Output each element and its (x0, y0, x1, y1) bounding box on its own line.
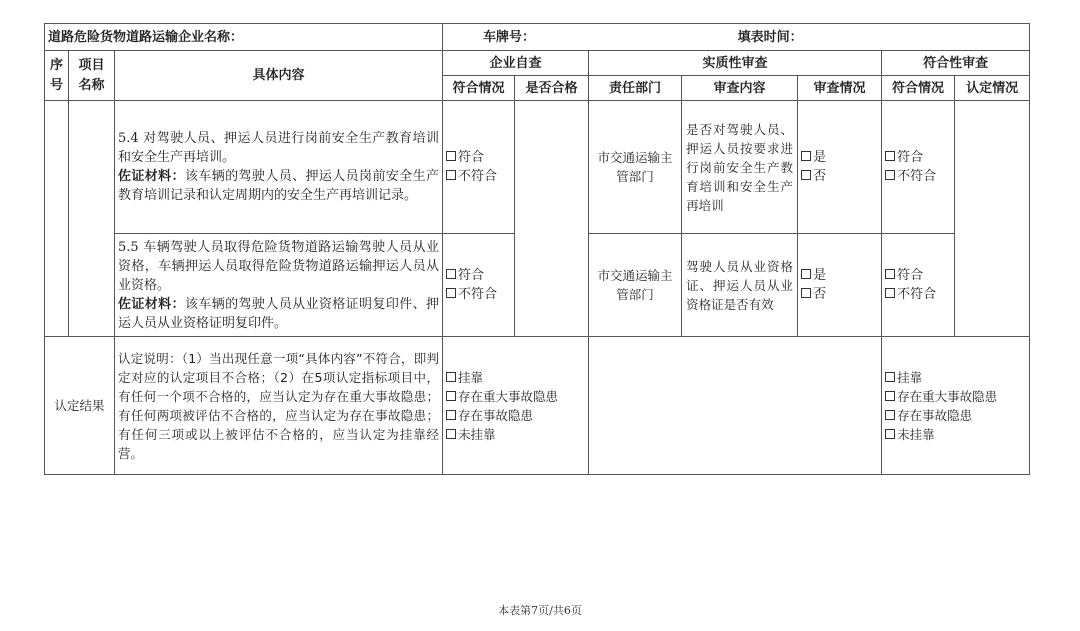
result-description: 认定说明：（1）当出现任意一项“具体内容”不符合，即判定对应的认定项目不合格；（2）在5项认定指标项目中，有任何一个项不合格的，应当认定为存在重大事故隐患；有任何两项被评估不合格的，应当认定为存在事故隐患；有任何三项或以上被评估不合格的，应当认定为挂靠经营。 (115, 337, 443, 475)
checkbox-option[interactable] (885, 285, 951, 304)
option-label: 挂靠 (458, 369, 484, 385)
checkbox-icon[interactable] (885, 170, 895, 180)
item-name-cell (69, 101, 115, 337)
option-label: 是 (813, 268, 827, 283)
fill-date-cell[interactable] (682, 24, 1030, 51)
option-label: 符合 (458, 150, 485, 165)
col-substantive-header: 实质性审查 (589, 51, 882, 76)
dept-cell: 市交通运输主管部门 (589, 101, 682, 234)
conf-comply-options (882, 234, 955, 337)
checkbox-icon[interactable] (446, 151, 456, 161)
plate-number-cell[interactable] (443, 24, 682, 51)
option-label: 不符合 (458, 287, 498, 302)
col-review-status-header: 审查情况 (798, 76, 882, 101)
checkbox-icon[interactable] (446, 288, 456, 298)
checkbox-option[interactable] (885, 368, 1026, 387)
row-content-main: 5.4 对驾驶人员、押运人员进行岗前安全生产教育培训和安全生产再培训。 (118, 131, 440, 165)
checkbox-option[interactable] (801, 266, 878, 285)
option-label: 未挂靠 (458, 426, 496, 442)
option-label: 不符合 (897, 287, 937, 302)
option-label: 否 (813, 169, 827, 184)
header-row-1 (45, 51, 1030, 76)
row-content-main: 5.5 车辆驾驶人员取得危险货物道路运输驾驶人员从业资格，车辆押运人员取得危险货物道路运输押运人员从业资格。 (118, 239, 440, 293)
checkbox-icon[interactable] (446, 391, 456, 401)
review-content-cell: 驾驶人员从业资格证、押运人员从业资格证是否有效 (682, 234, 798, 337)
checkbox-option[interactable] (801, 285, 878, 304)
option-label: 符合 (897, 268, 924, 283)
evidence-text: 该车辆的驾驶人员、押运人员岗前安全生产教育培训记录和认定周期内的安全生产再培训记录。 (118, 169, 440, 203)
checkbox-option[interactable] (885, 167, 951, 186)
checkbox-option[interactable] (446, 368, 585, 387)
seq-cell (45, 101, 69, 337)
option-label: 不符合 (897, 169, 937, 184)
col-self-pass-header: 是否合格 (515, 76, 589, 101)
option-label: 是 (813, 150, 827, 165)
result-label: 认定结果 (45, 337, 115, 475)
result-row (45, 337, 1030, 475)
checkbox-option[interactable] (446, 148, 511, 167)
checkbox-icon[interactable] (801, 151, 811, 161)
col-content-header: 具体内容 (115, 51, 443, 101)
col-conformity-header: 符合性审查 (882, 51, 1030, 76)
self-comply-options (443, 234, 515, 337)
checkbox-icon[interactable] (446, 170, 456, 180)
option-label: 未挂靠 (897, 426, 935, 442)
evidence-text: 该车辆的驾驶人员从业资格证明复印件、押运人员从业资格证明复印件。 (118, 296, 440, 331)
checkbox-icon[interactable] (801, 288, 811, 298)
result-self-options (443, 337, 589, 475)
option-label: 存在事故隐患 (458, 407, 534, 423)
checkbox-icon[interactable] (446, 410, 456, 420)
checkbox-icon[interactable] (885, 391, 895, 401)
checkbox-option[interactable] (801, 148, 878, 167)
col-conf-comply-header: 符合情况 (882, 76, 955, 101)
company-name-cell[interactable] (45, 24, 443, 51)
table-row (45, 101, 1030, 234)
checkbox-icon[interactable] (885, 269, 895, 279)
col-review-content-header: 审查内容 (682, 76, 798, 101)
checkbox-option[interactable] (446, 167, 511, 186)
checkbox-icon[interactable] (801, 269, 811, 279)
checkbox-option[interactable] (885, 425, 1026, 444)
checkbox-icon[interactable] (885, 151, 895, 161)
checkbox-icon[interactable] (801, 170, 811, 180)
checkbox-option[interactable] (885, 406, 1026, 425)
checkbox-icon[interactable] (885, 429, 895, 439)
checkbox-option[interactable] (885, 387, 1026, 406)
checkbox-icon[interactable] (446, 429, 456, 439)
result-conf-options (882, 337, 1030, 475)
fill-date-label: 填表时间： (737, 29, 803, 45)
option-label: 挂靠 (897, 369, 923, 385)
company-name-label: 道路危险货物道路运输企业名称： (48, 29, 244, 45)
self-comply-options (443, 101, 515, 234)
col-conf-determine-header: 认定情况 (955, 76, 1030, 101)
self-pass-cell[interactable] (515, 101, 589, 337)
plate-number-label: 车牌号： (483, 29, 536, 45)
checkbox-option[interactable] (446, 387, 585, 406)
col-item-header: 项目名称 (69, 51, 115, 101)
form-title-row (45, 24, 1030, 51)
col-self-check-header: 企业自查 (443, 51, 589, 76)
checkbox-icon[interactable] (446, 269, 456, 279)
checkbox-icon[interactable] (446, 372, 456, 382)
option-label: 否 (813, 287, 827, 302)
page-footer: 本表第7页/共6页 (498, 604, 582, 617)
checkbox-option[interactable] (801, 167, 878, 186)
dept-cell: 市交通运输主管部门 (589, 234, 682, 337)
review-status-options (798, 234, 882, 337)
result-substantive-cell[interactable] (589, 337, 882, 475)
checkbox-option[interactable] (885, 266, 951, 285)
checkbox-option[interactable] (446, 425, 585, 444)
checkbox-icon[interactable] (885, 410, 895, 420)
row-content (115, 101, 443, 234)
checkbox-option[interactable] (885, 148, 951, 167)
conf-determine-cell[interactable] (955, 101, 1030, 337)
conf-comply-options (882, 101, 955, 234)
option-label: 符合 (458, 268, 485, 283)
option-label: 存在事故隐患 (897, 407, 973, 423)
evidence-label: 佐证材料： (118, 169, 185, 184)
checkbox-option[interactable] (446, 285, 511, 304)
row-content (115, 234, 443, 337)
checkbox-icon[interactable] (885, 288, 895, 298)
col-self-comply-header: 符合情况 (443, 76, 515, 101)
col-seq-header: 序号 (45, 51, 69, 101)
checkbox-icon[interactable] (885, 372, 895, 382)
option-label: 存在重大事故隐患 (897, 388, 998, 404)
checkbox-option[interactable] (446, 406, 585, 425)
option-label: 存在重大事故隐患 (458, 388, 559, 404)
option-label: 不符合 (458, 169, 498, 184)
col-dept-header: 责任部门 (589, 76, 682, 101)
review-status-options (798, 101, 882, 234)
assessment-form-table (44, 23, 1030, 475)
checkbox-option[interactable] (446, 266, 511, 285)
review-content-cell: 是否对驾驶人员、押运人员按要求进行岗前安全生产教育培训和安全生产再培训 (682, 101, 798, 234)
evidence-label: 佐证材料： (118, 296, 185, 312)
option-label: 符合 (897, 150, 924, 165)
